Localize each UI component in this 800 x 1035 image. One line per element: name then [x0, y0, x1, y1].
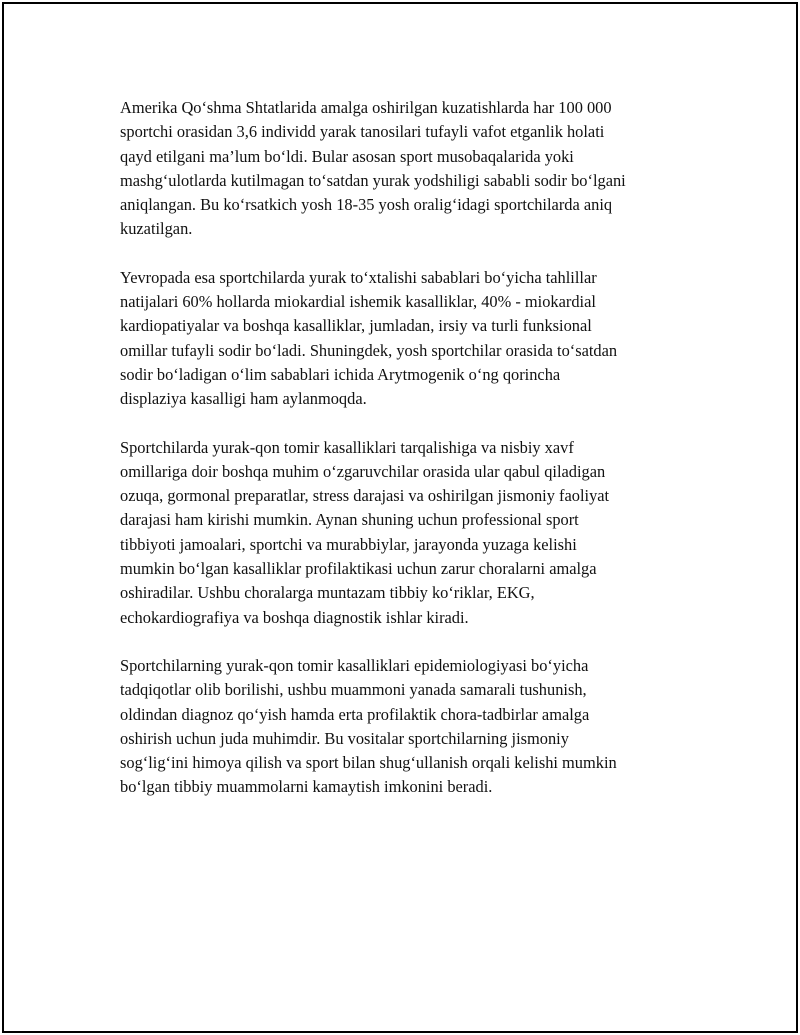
paragraph-3: Sportchilarda yurak-qon tomir kasalliklari tarqalishiga va nisbiy xavf omillariga doir boshqa muhim o‘zgaruvchilar orasida ular qabul qiladigan ozuqa, gormonal preparatlar, stress darajasi va oshirilgan jismoniy faoliyat darajasi ham kirishi mumkin. Aynan shuning uchun professional sport tibbiyoti jamoalari, sportchi va murabbiylar, jarayonda yuzaga kelishi mumkin bo‘lgan kasalliklar profilaktikasi uchun zarur choralarni amalga oshiradilar. Ushbu choralarga muntazam tibbiy ko‘riklar, EKG, echokardiografiya va boshqa diagnostik ishlar kiradi. — [120, 437, 610, 627]
document-body — [120, 96, 690, 824]
document-page — [2, 2, 798, 1033]
paragraph-1: Amerika Qo‘shma Shtatlarida amalga oshirilgan kuzatishlarda har 100 000 sportchi orasidan 3,6 individd yarak tanosilari tufayli vafot etganlik holati qayd etilgani ma’lum bo‘ldi. Bular asosan sport musobaqalarida yoki mashg‘ulotlarda kutilmagan to‘satdan yurak yodshiligi sababli sodir bo‘lgani aniqlangan. Bu ko‘rsatkich yosh 18-35 yosh oralig‘idagi sportchilarda aniq kuzatilgan. — [120, 98, 626, 239]
paragraph-4: Sportchilarning yurak-qon tomir kasalliklari epidemiologiyasi bo‘yicha tadqiqotlar olib borilishi, ushbu muammoni yanada samarali tushunish, oldindan diagnoz qo‘yish hamda erta profilaktik chora-tadbirlar amalga oshirish uchun juda muhimdir. Bu vositalar sportchilarning jismoniy sog‘lig‘ini himoya qilish va sport bilan shug‘ullanish orqali kelishi mumkin bo‘lgan tibbiy muammolarni kamaytish imkonini beradi. — [120, 655, 617, 797]
paragraph-2: Yevropada esa sportchilarda yurak to‘xtalishi sabablari bo‘yicha tahlillar natijalari 60% hollarda miokardial ishemik kasalliklar, 40% - miokardial kardiopatiyalar va boshqa kasalliklar, jumladan, irsiy va turli funksional omillar tufayli sodir bo‘ladi. Shuningdek, yosh sportchilar orasida to‘satdan sodir bo‘ladigan o‘lim sabablari ichida Arytmogenik o‘ng qorincha displaziya kasalligi ham aylanmoqda. — [120, 267, 618, 409]
